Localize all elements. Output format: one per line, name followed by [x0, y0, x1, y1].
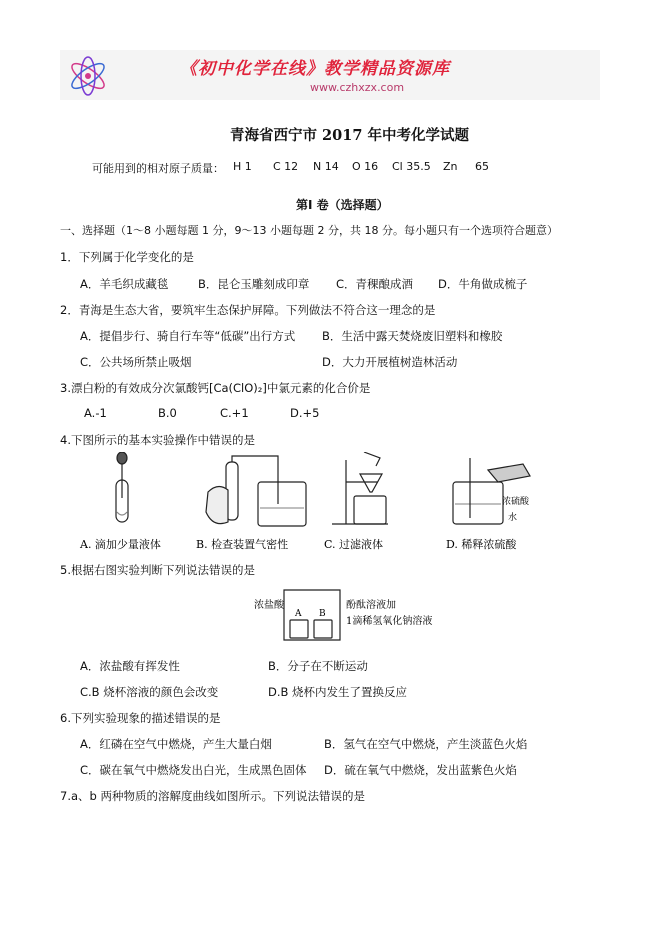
question-2-option: C．公共场所禁止吸烟	[80, 355, 192, 369]
q5-fig-b: B	[319, 609, 326, 619]
question-5-stem: 5.根据右图实验判断下列说法错误的是	[60, 563, 255, 577]
question-2-option: B．生活中露天焚烧废旧塑料和橡胶	[322, 329, 503, 343]
question-3-option: D.+5	[290, 406, 320, 420]
atomic-mass-item: Zn	[443, 160, 458, 173]
question-6-option: B．氢气在空气中燃烧，产生淡蓝色火焰	[324, 737, 528, 751]
question-5-option: B．分子在不断运动	[268, 659, 368, 673]
covered-beakers-icon	[284, 590, 340, 640]
question-2-option: D．大力开展植树造林活动	[322, 355, 458, 369]
q5-fig-right1: 酚酞溶液加	[346, 600, 396, 611]
question-6-option: C．碳在氧气中燃烧发出白光，生成黑色固体	[80, 763, 307, 777]
banner-title: 《初中化学在线》教学精品资源库	[180, 59, 450, 79]
atomic-mass-item: O 16	[352, 160, 379, 173]
q5-beaker-figure	[252, 586, 442, 644]
question-1-stem: 1．下列属于化学变化的是	[60, 250, 194, 264]
q5-fig-a: A	[295, 609, 302, 619]
question-6-option: D．硫在氧气中燃烧，发出蓝紫色火焰	[324, 763, 517, 777]
section-title: 第Ⅰ 卷（选择题）	[296, 198, 389, 212]
atomic-mass-item: C 12	[273, 160, 299, 173]
question-3-option: B.0	[158, 406, 177, 420]
dilution-icon	[453, 458, 530, 524]
atomic-mass-label: 可能用到的相对原子质量：	[92, 162, 224, 175]
question-6-option: A．红磷在空气中燃烧，产生大量白烟	[80, 737, 272, 751]
atomic-mass-item: Cl 35.5	[392, 160, 431, 173]
question-3-option: A.-1	[84, 406, 107, 420]
question-1-option: C．青稞酿成酒	[336, 277, 414, 291]
banner-url: www.czhxzx.com	[310, 81, 405, 94]
question-7-stem: 7.a、b 两种物质的溶解度曲线如图所示。下列说法错误的是	[60, 789, 365, 803]
question-5-option: D.B 烧杯内发生了置换反应	[268, 685, 408, 699]
question-4-stem: 4.下图所示的基本实验操作中错误的是	[60, 433, 255, 447]
question-3-stem: 3.漂白粉的有效成分次氯酸钙[Ca(ClO)₂]中氯元素的化合价是	[60, 381, 371, 395]
question-1-option: B．昆仑玉雕刻成印章	[198, 277, 310, 291]
q4-label-c: C. 过滤液体	[324, 538, 384, 551]
question-5-option: C.B 烧杯溶液的颜色会改变	[80, 685, 219, 699]
atomic-mass-item: H 1	[233, 160, 252, 173]
header-banner	[60, 50, 600, 100]
exam-title: 青海省西宁市 2017 年中考化学试题	[230, 127, 469, 144]
q4-label-b: B. 检查装置气密性	[196, 538, 289, 551]
airtightness-check-icon	[206, 456, 306, 526]
atomic-mass-item: N 14	[313, 160, 339, 173]
question-6-stem: 6.下列实验现象的描述错误的是	[60, 711, 221, 725]
question-1-option: D．牛角做成梳子	[438, 277, 528, 291]
atomic-mass-item: 65	[475, 160, 489, 173]
atom-logo-icon	[66, 54, 110, 98]
q4-label-d: D. 稀释浓硫酸	[446, 538, 517, 551]
filtration-icon	[332, 452, 388, 524]
q4-label-a: A. 滴加少量液体	[80, 538, 161, 551]
q4-apparatus-figure	[78, 452, 543, 554]
question-2-option: A．提倡步行、骑自行车等“低碳”出行方式	[80, 329, 296, 343]
dropper-testtube-icon	[116, 452, 128, 522]
q5-fig-left: 浓盐酸	[254, 600, 284, 611]
question-1-option: A．羊毛织成藏毯	[80, 277, 169, 291]
question-5-option: A．浓盐酸有挥发性	[80, 659, 180, 673]
q5-fig-right2: 1滴稀氢氧化钠溶液	[346, 616, 433, 627]
question-3-option: C.+1	[220, 406, 249, 420]
instructions: 一、选择题（1～8 小题每题 1 分，9～13 小题每题 2 分，共 18 分。每小题只有一个选项符合题意）	[60, 224, 558, 237]
q4-fig-conc-acid: 浓硫酸	[502, 497, 530, 507]
question-2-stem: 2．青海是生态大省，要筑牢生态保护屏障。下列做法不符合这一理念的是	[60, 303, 436, 317]
q4-fig-water: 水	[508, 513, 518, 523]
